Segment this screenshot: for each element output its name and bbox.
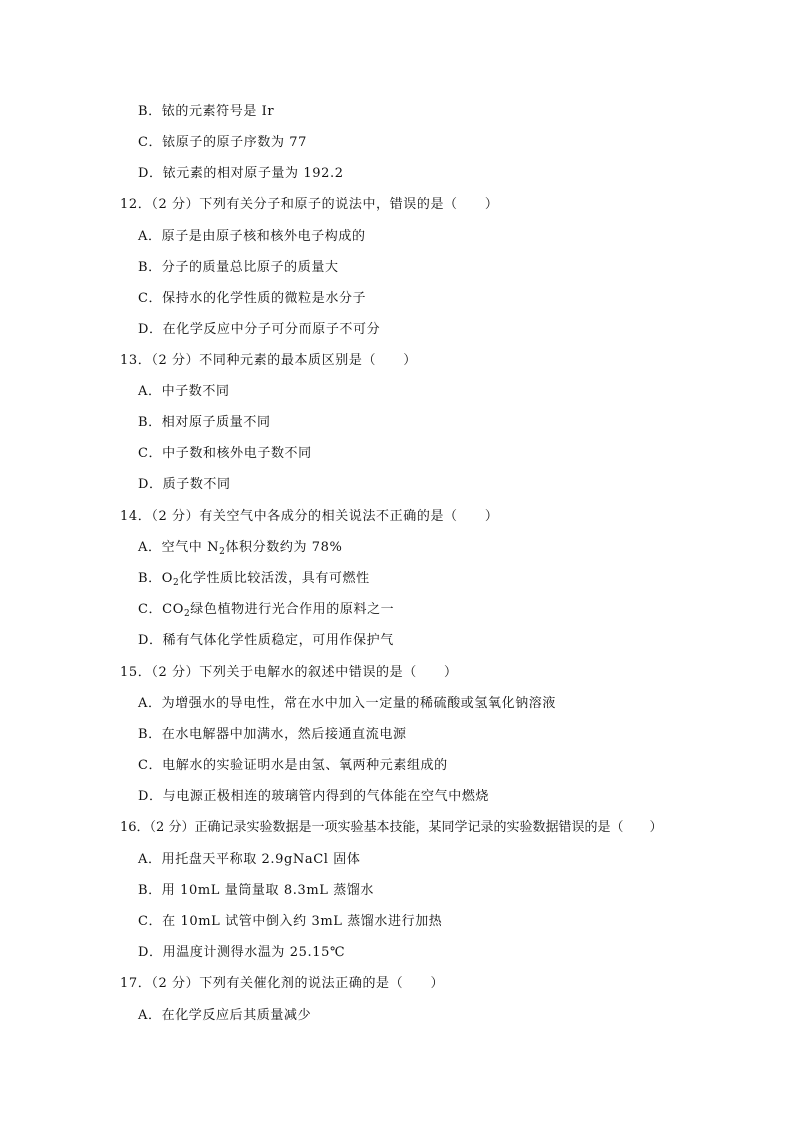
- option-12-a: A．原子是由原子核和核外电子构成的: [138, 229, 366, 244]
- option-13-d: D．质子数不同: [138, 477, 231, 492]
- question-14-stem: 14．（2 分）有关空气中各成分的相关说法不正确的是（ ）: [120, 509, 499, 524]
- option-14-b-text-end: 化学性质比较活泼，具有可燃性: [179, 571, 370, 586]
- option-16-d: D．用温度计测得水温为 25.15℃: [138, 945, 346, 960]
- option-12-b: B．分子的质量总比原子的质量大: [138, 260, 339, 275]
- option-11-d: D．铱元素的相对原子量为 192.2: [138, 166, 344, 181]
- option-12-c: C．保持水的化学性质的微粒是水分子: [138, 291, 367, 306]
- question-13-stem: 13．（2 分）不同种元素的最本质区别是（ ）: [120, 353, 417, 368]
- option-17-a: A．在化学反应后其质量减少: [138, 1008, 312, 1023]
- option-14-c-text-start: C．CO: [138, 602, 184, 617]
- option-16-c: C．在 10mL 试管中倒入约 3mL 蒸馏水进行加热: [138, 914, 443, 929]
- option-15-d: D．与电源正极相连的玻璃管内得到的气体能在空气中燃烧: [138, 789, 490, 804]
- question-16-stem: 16．（2 分）正确记录实验数据是一项实验基本技能，某同学记录的实验数据错误的是（ ）: [120, 820, 663, 835]
- subscript-2: 2: [219, 547, 226, 557]
- subscript-2: 2: [173, 578, 180, 588]
- option-14-c-text-end: 绿色植物进行光合作用的原料之一: [190, 602, 395, 617]
- option-14-b: [138, 571, 370, 587]
- option-11-c: C．铱原子的原子序数为 77: [138, 135, 308, 150]
- option-14-a: [138, 540, 342, 556]
- option-16-a: A．用托盘天平称取 2.9gNaCl 固体: [138, 852, 361, 867]
- option-11-b: B．铱的元素符号是 Ir: [138, 104, 275, 119]
- option-15-c: C．电解水的实验证明水是由氢、氧两种元素组成的: [138, 758, 448, 773]
- option-13-c: C．中子数和核外电子数不同: [138, 446, 312, 461]
- question-12-stem: 12．（2 分）下列有关分子和原子的说法中，错误的是（ ）: [120, 197, 499, 212]
- option-15-a: A．为增强水的导电性，常在水中加入一定量的稀硫酸或氢氧化钠溶液: [138, 696, 556, 711]
- option-14-b-text-start: B．O: [138, 571, 174, 586]
- question-17-stem: 17．（2 分）下列有关催化剂的说法正确的是（ ）: [120, 976, 445, 991]
- option-16-b: B．用 10mL 量筒量取 8.3mL 蒸馏水: [138, 883, 375, 898]
- option-14-a-text-end: 体积分数约为 78%: [225, 540, 343, 555]
- option-12-d: D．在化学反应中分子可分而原子不可分: [138, 322, 381, 337]
- subscript-2: 2: [183, 609, 191, 619]
- option-14-a-text-start: A．空气中 N: [138, 540, 220, 555]
- option-13-b: B．相对原子质量不同: [138, 415, 271, 430]
- option-14-d: D．稀有气体化学性质稳定，可用作保护气: [138, 633, 394, 648]
- question-15-stem: 15．（2 分）下列关于电解水的叙述中错误的是（ ）: [120, 665, 458, 680]
- option-15-b: B．在水电解器中加满水，然后接通直流电源: [138, 727, 407, 742]
- option-13-a: A．中子数不同: [138, 384, 230, 399]
- option-14-c: [138, 602, 394, 618]
